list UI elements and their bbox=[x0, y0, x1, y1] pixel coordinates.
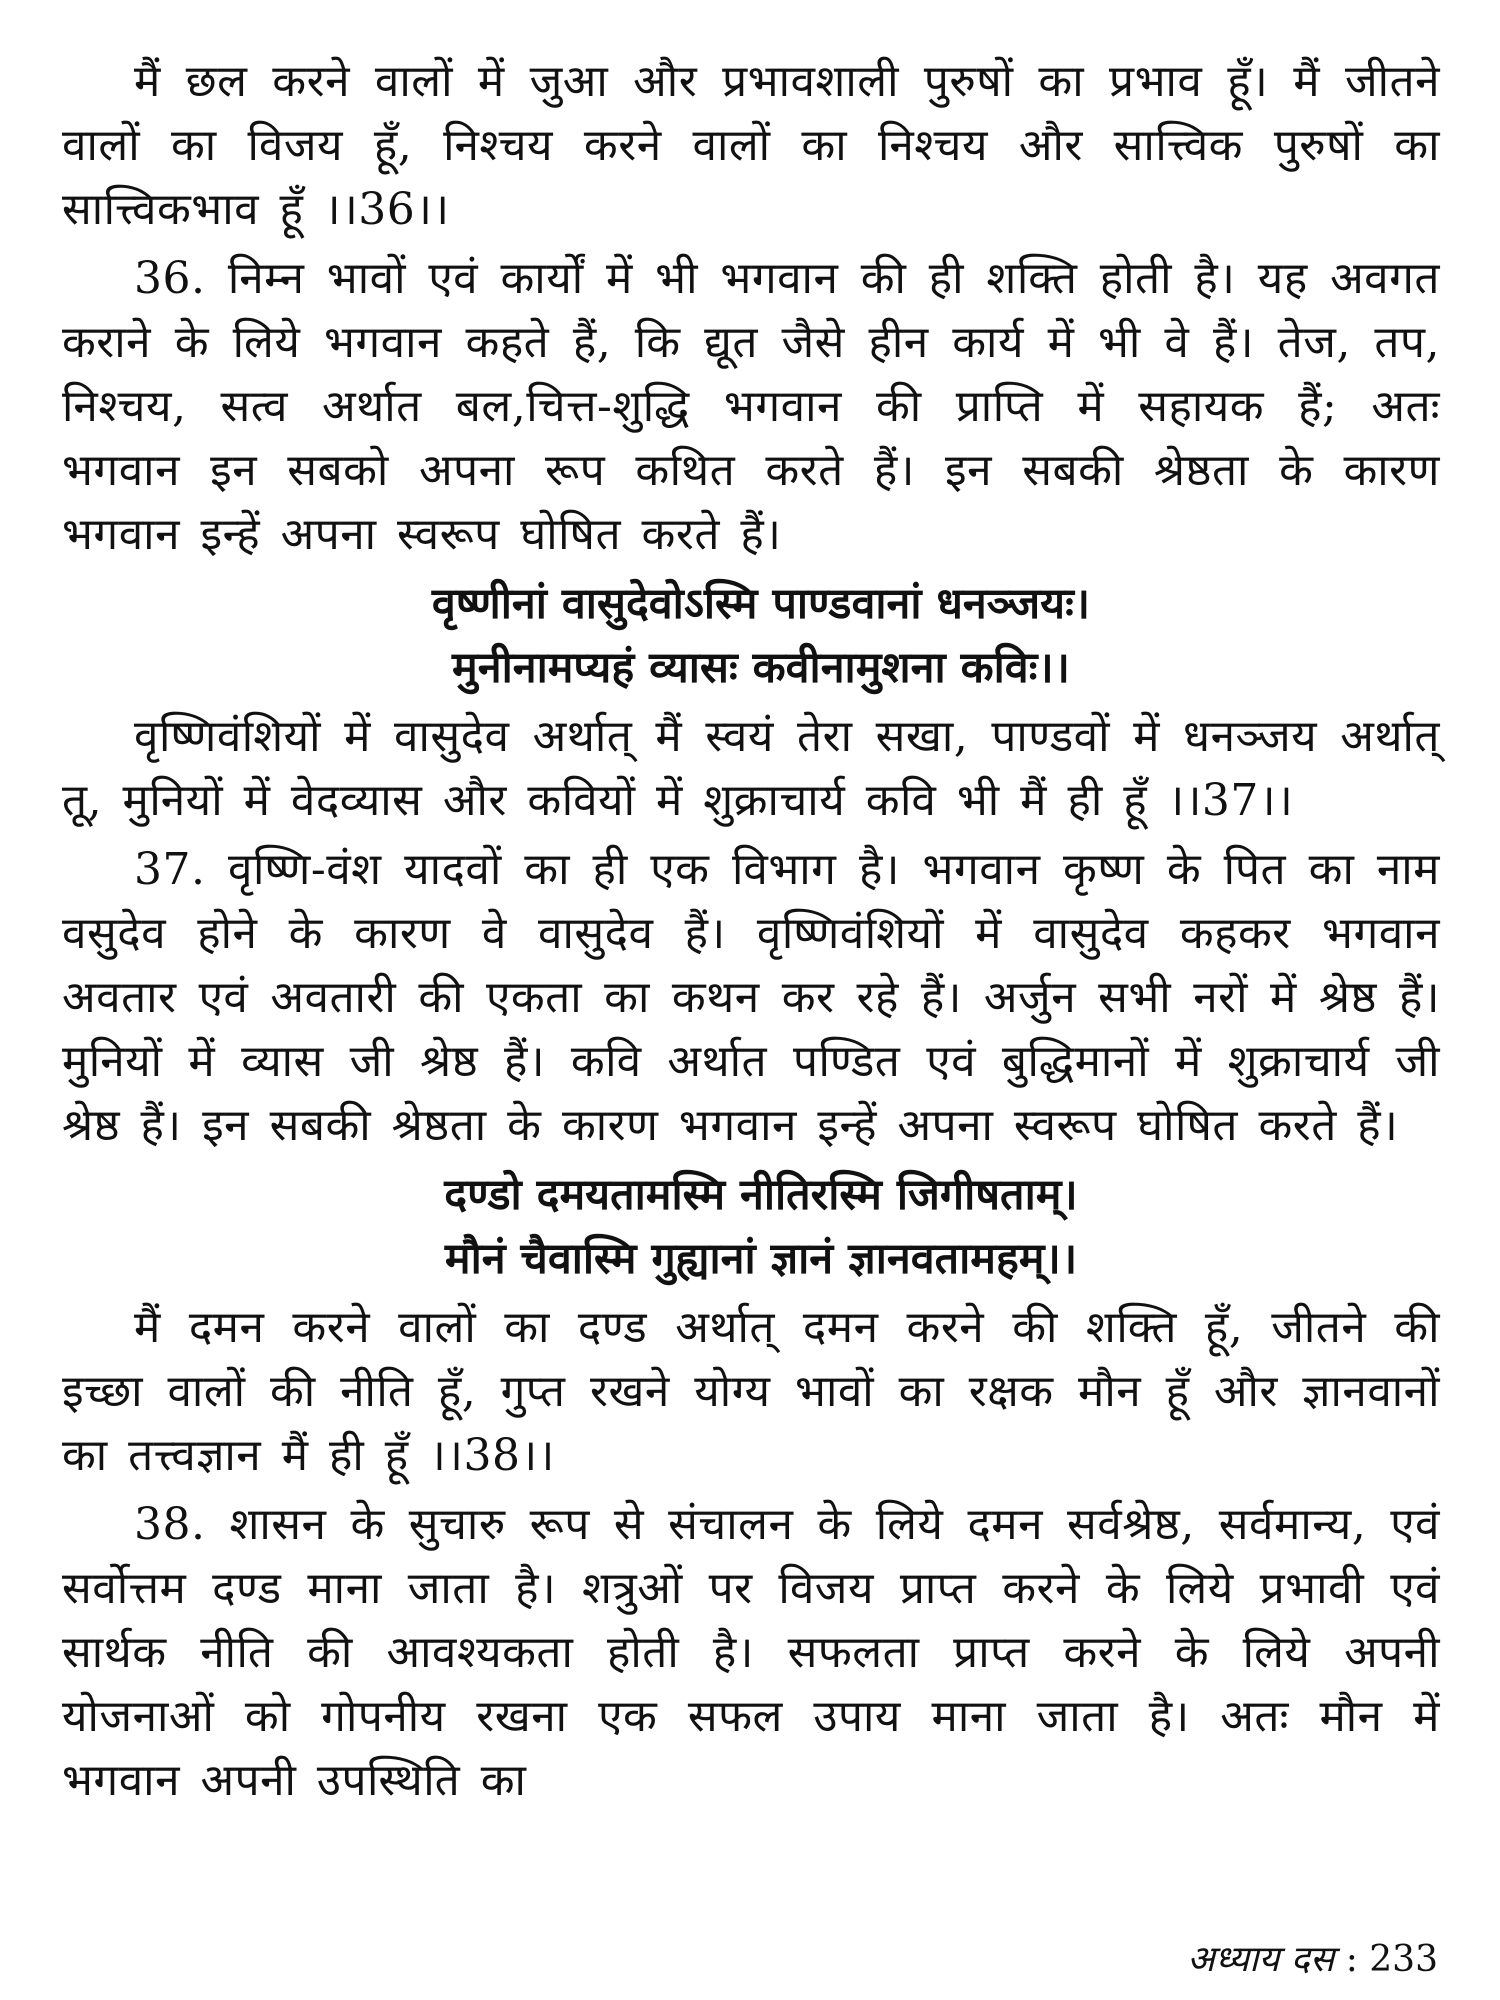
verse-38-translation: मैं दमन करने वालों का दण्ड अर्थात् दमन करने की शक्ति हूँ, जीतने की इच्छा वालों की नीति हूँ, गुप्त रखने योग्य भावों का रक्षक मौन हूँ और ज्ञानवानों का तत्त्वज्ञान मैं ही हूँ ।।38।। bbox=[62, 1302, 1440, 1481]
sanskrit-verse-38-line-1: दण्डो दमयतामस्मि नीतिरस्मि जिगीषताम्। bbox=[444, 1170, 1078, 1220]
verse-37-translation: वृष्णिवंशियों में वासुदेव अर्थात् मैं स्वयं तेरा सखा, पाण्डवों में धनञ्जय अर्थात् तू, मुनियों में वेदव्यास और कवियों में शुक्राचार्य कवि भी मैं ही हूँ ।।37।। bbox=[62, 711, 1440, 826]
sanskrit-verse-37-line-2: मुनीनामप्यहं व्यासः कवीनामुशना कविः।। bbox=[452, 643, 1070, 693]
sanskrit-verse-38 bbox=[62, 1163, 1440, 1291]
verse-38-commentary: 38. शासन के सुचारु रूप से संचालन के लिये दमन सर्वश्रेष्ठ, सर्वमान्य, एवं सर्वोत्तम दण्ड माना जाता है। शत्रुओं पर विजय प्राप्त करने के लिये प्रभावी एवं सार्थक नीति की आवश्यकता होती है। सफलता प्राप्त करने के लिये अपनी योजनाओं को गोपनीय रखना एक सफल उपाय माना जाता है। अतः मौन में भगवान अपनी उपस्थिति का bbox=[62, 1499, 1440, 1806]
verse-36-translation: मैं छल करने वालों में जुआ और प्रभावशाली पुरुषों का प्रभाव हूँ। मैं जीतने वालों का विजय हूँ, निश्चय करने वालों का निश्चय और सात्त्विक पुरुषों का सात्त्विकभाव हूँ ।।36।। bbox=[62, 56, 1440, 235]
sanskrit-verse-37 bbox=[62, 572, 1440, 700]
page-number: 233 bbox=[1369, 1939, 1438, 1980]
verse-37-commentary: 37. वृष्णि-वंश यादवों का ही एक विभाग है। भगवान कृष्ण के पित का नाम वसुदेव होने के कारण वे वासुदेव हैं। वृष्णिवंशियों में वासुदेव कहकर भगवान अवतार एवं अवतारी की एकता का कथन कर रहे हैं। अर्जुन सभी नरों में श्रेष्ठ हैं। मुनियों में व्यास जी श्रेष्ठ हैं। कवि अर्थात पण्डित एवं बुद्धिमानों में शुक्राचार्य जी श्रेष्ठ हैं। इन सबकी श्रेष्ठता के कारण भगवान इन्हें अपना स्वरूप घोषित करते हैं। bbox=[62, 844, 1440, 1151]
sanskrit-verse-37-line-1: वृष्णीनां वासुदेवोऽस्मि पाण्डवानां धनञ्जयः। bbox=[431, 579, 1091, 629]
sanskrit-verse-38-line-2: मौनं चैवास्मि गुह्यानां ज्ञानं ज्ञानवतामहम्।। bbox=[444, 1234, 1078, 1284]
page-footer bbox=[1187, 1938, 1438, 1982]
verse-36-commentary: 36. निम्न भावों एवं कार्यों में भी भगवान की ही शक्ति होती है। यह अवगत कराने के लिये भगवान कहते हैं, कि द्यूत जैसे हीन कार्य में भी वे हैं। तेज, तप, निश्चय, सत्व अर्थात बल,चित्त-शुद्धि भगवान की प्राप्ति में सहायक हैं; अतः भगवान इन सबको अपना रूप कथित करते हैं। इन सबकी श्रेष्ठता के कारण भगवान इन्हें अपना स्वरूप घोषित करते हैं। bbox=[62, 253, 1440, 560]
footer-separator: : bbox=[1334, 1939, 1370, 1980]
chapter-label: अध्याय दस bbox=[1187, 1939, 1335, 1980]
